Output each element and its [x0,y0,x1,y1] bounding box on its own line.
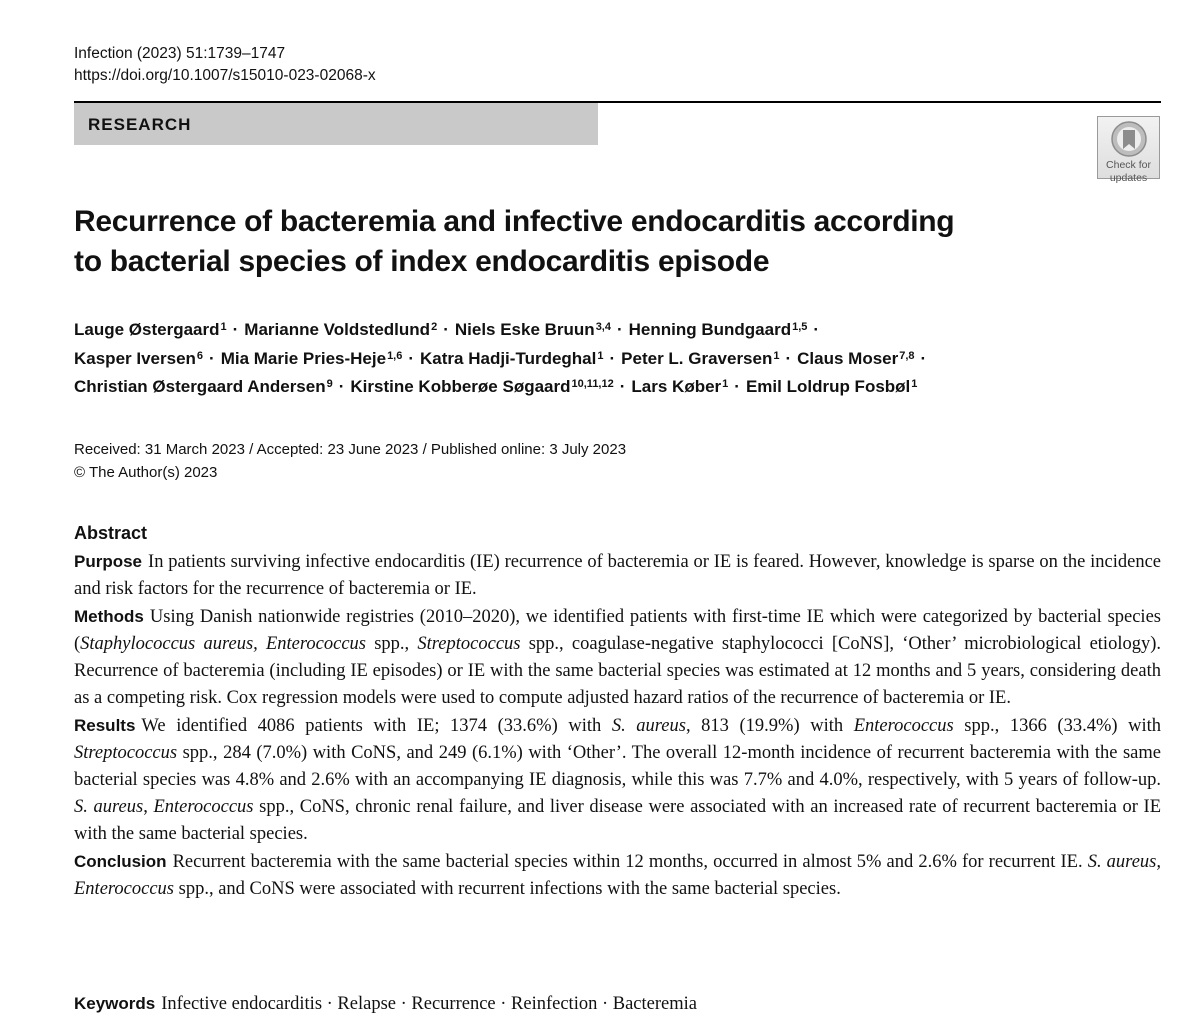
results-text: , [143,797,154,817]
author-separator: · [338,377,345,396]
author-name[interactable] [629,320,808,339]
results-species: Enterococcus [853,716,954,736]
history-dates: Received: 31 March 2023 / Accepted: 23 June 2023 / Published online: 3 July 2023 [74,441,627,458]
author-affiliation: 1,6 [387,349,403,362]
badge-line-1: Check for [1106,159,1151,171]
author-name[interactable] [74,320,227,339]
journal-citation: Infection (2023) 51:1739–1747 [74,45,286,62]
methods-label: Methods [74,607,144,626]
author-separator: · [443,320,449,339]
author-name[interactable] [746,377,917,396]
author-separator: · [232,320,239,339]
author-name-text: Mia Marie Pries-Heje [220,348,387,368]
results-text: spp., 284 (7.0%) with CoNS, and 249 (6.1%) with ‘Other’. The overall 12-month incidence of recurrent bacteremia with the same bacterial species was 4.8% and 2.6% with an accompanying IE diagnosis, while this was 7.7% and 4.0%, respectively, with 5 years of follow-up. [74,743,1161,790]
author-affiliation: 6 [196,349,204,362]
author-name[interactable] [455,320,611,339]
author-name-text: Kirstine Kobberøe Søgaard [350,377,571,396]
methods-text: spp., [366,634,418,654]
keywords-text: Infective endocarditis · Relapse · Recurrence · Reinfection · Bacteremia [161,994,697,1014]
author-affiliation: 3,4 [595,321,611,333]
author-name-text: Kasper Iversen [74,348,196,368]
methods-text: Using Danish nationwide registries (2010–2020), we identified patients with first-time IE which were categorized by bacterial species ( [74,607,1161,654]
abstract-results [74,712,1161,848]
conclusion-text: Recurrent bacteremia with the same bacterial species within 12 months, occurred in almost 5% and 2.6% for recurrent IE. [172,852,1088,872]
methods-species: Staphylococcus aureus, Enterococcus [80,634,366,654]
author-name[interactable] [621,349,779,368]
results-text: We identified 4086 patients with IE; 1374 (33.6%) with [141,716,612,736]
author-name-text: Lars Køber [631,377,722,396]
author-affiliation: 2 [431,321,438,333]
title-line-1: Recurrence of bacteremia and infective endocarditis according [74,205,955,238]
author-name-text: Henning Bundgaard [628,320,792,339]
author-affiliation: 1,5 [792,321,808,333]
journal-header [74,43,376,87]
article-title [74,202,1074,282]
conclusion-species: S. aureus, Enterococcus [74,852,1161,899]
abstract-purpose [74,548,1161,603]
abstract-heading: Abstract [74,523,148,543]
author-name[interactable] [420,349,603,368]
author-separator: · [209,348,215,368]
abstract-methods [74,603,1161,712]
section-label: RESEARCH [74,103,598,145]
publication-dates [74,438,626,484]
author-separator: · [616,320,623,339]
author-name-text: Niels Eske Bruun [454,320,595,339]
doi-link[interactable]: https://doi.org/10.1007/s15010-023-02068-x [74,67,376,84]
conclusion-text: spp., and CoNS were associated with recurrent infections with the same bacterial species. [174,879,841,899]
author-separator: · [920,348,927,368]
author-name[interactable] [797,349,914,368]
results-text: , 813 (19.9%) with [685,716,854,736]
results-species: S. aureus [74,797,144,817]
author-name-text: Emil Loldrup Fosbøl [745,377,911,396]
results-text: spp., CoNS, chronic renal failure, and liver disease were associated with an increased rate of recurrent bacteremia or IE with the same bacterial species. [74,797,1161,844]
author-affiliation: 1 [722,378,729,390]
author-name[interactable] [350,377,613,396]
results-species: Enterococcus [153,797,254,817]
author-separator: · [619,377,626,396]
author-affiliation: 1 [597,349,604,362]
badge-line-2: updates [1109,172,1148,184]
results-species: Streptococcus [74,743,178,763]
bookmark-icon [1110,120,1148,158]
author-name[interactable] [74,349,203,368]
purpose-label: Purpose [74,552,143,571]
author-name[interactable] [74,377,333,396]
author-affiliation: 9 [326,378,333,390]
author-name-text: Peter L. Graversen [621,348,773,368]
results-text: spp., 1366 (33.4%) with [953,716,1161,736]
author-separator: · [785,348,792,368]
author-name-text: Katra Hadji-Turdeghal [420,348,597,368]
author-affiliation: 7,8 [899,349,915,362]
results-label: Results [74,716,136,735]
author-separator: · [813,320,820,339]
keywords [74,990,697,1018]
author-separator: · [734,377,740,396]
methods-species: Streptococcus [417,634,521,654]
author-name[interactable] [221,349,403,368]
author-separator: · [408,348,415,368]
author-name-text: Marianne Voldstedlund [244,320,431,339]
author-list [74,316,1164,402]
author-name-text: Christian Østergaard Andersen [74,377,326,396]
author-name[interactable] [244,320,437,339]
author-name-text: Claus Moser [797,348,899,368]
abstract-conclusion [74,848,1161,903]
conclusion-label: Conclusion [74,852,167,871]
abstract-body [74,548,1161,903]
author-name-text: Lauge Østergaard [74,320,220,339]
author-affiliation: 1 [220,321,227,333]
methods-text: spp., coagulase-negative staphylococci [CoNS], ‘Other’ microbiological etiology). Recurrence of bacteremia (including IE episodes) or IE with the same bacterial species was estimated at 12 months and 5 years, considering death as a competing risk. Cox regression models were used to compute adjusted hazard ratios of the recurrence of bacteremia or IE. [74,634,1161,708]
keywords-label: Keywords [74,994,156,1013]
author-separator: · [609,348,616,368]
results-species: S. aureus [611,716,686,736]
copyright: © The Author(s) 2023 [74,464,218,481]
author-affiliation: 1 [773,349,780,362]
purpose-text: In patients surviving infective endocarditis (IE) recurrence of bacteremia or IE is feared. However, knowledge is sparse on the incidence and risk factors for the recurrence of bacteremia or IE. [74,552,1161,599]
title-line-2: to bacterial species of index endocarditis episode [74,245,770,278]
author-affiliation: 10,11,12 [571,378,614,390]
check-for-updates-button[interactable] [1097,116,1160,184]
author-affiliation: 1 [911,378,918,390]
author-name[interactable] [631,377,728,396]
